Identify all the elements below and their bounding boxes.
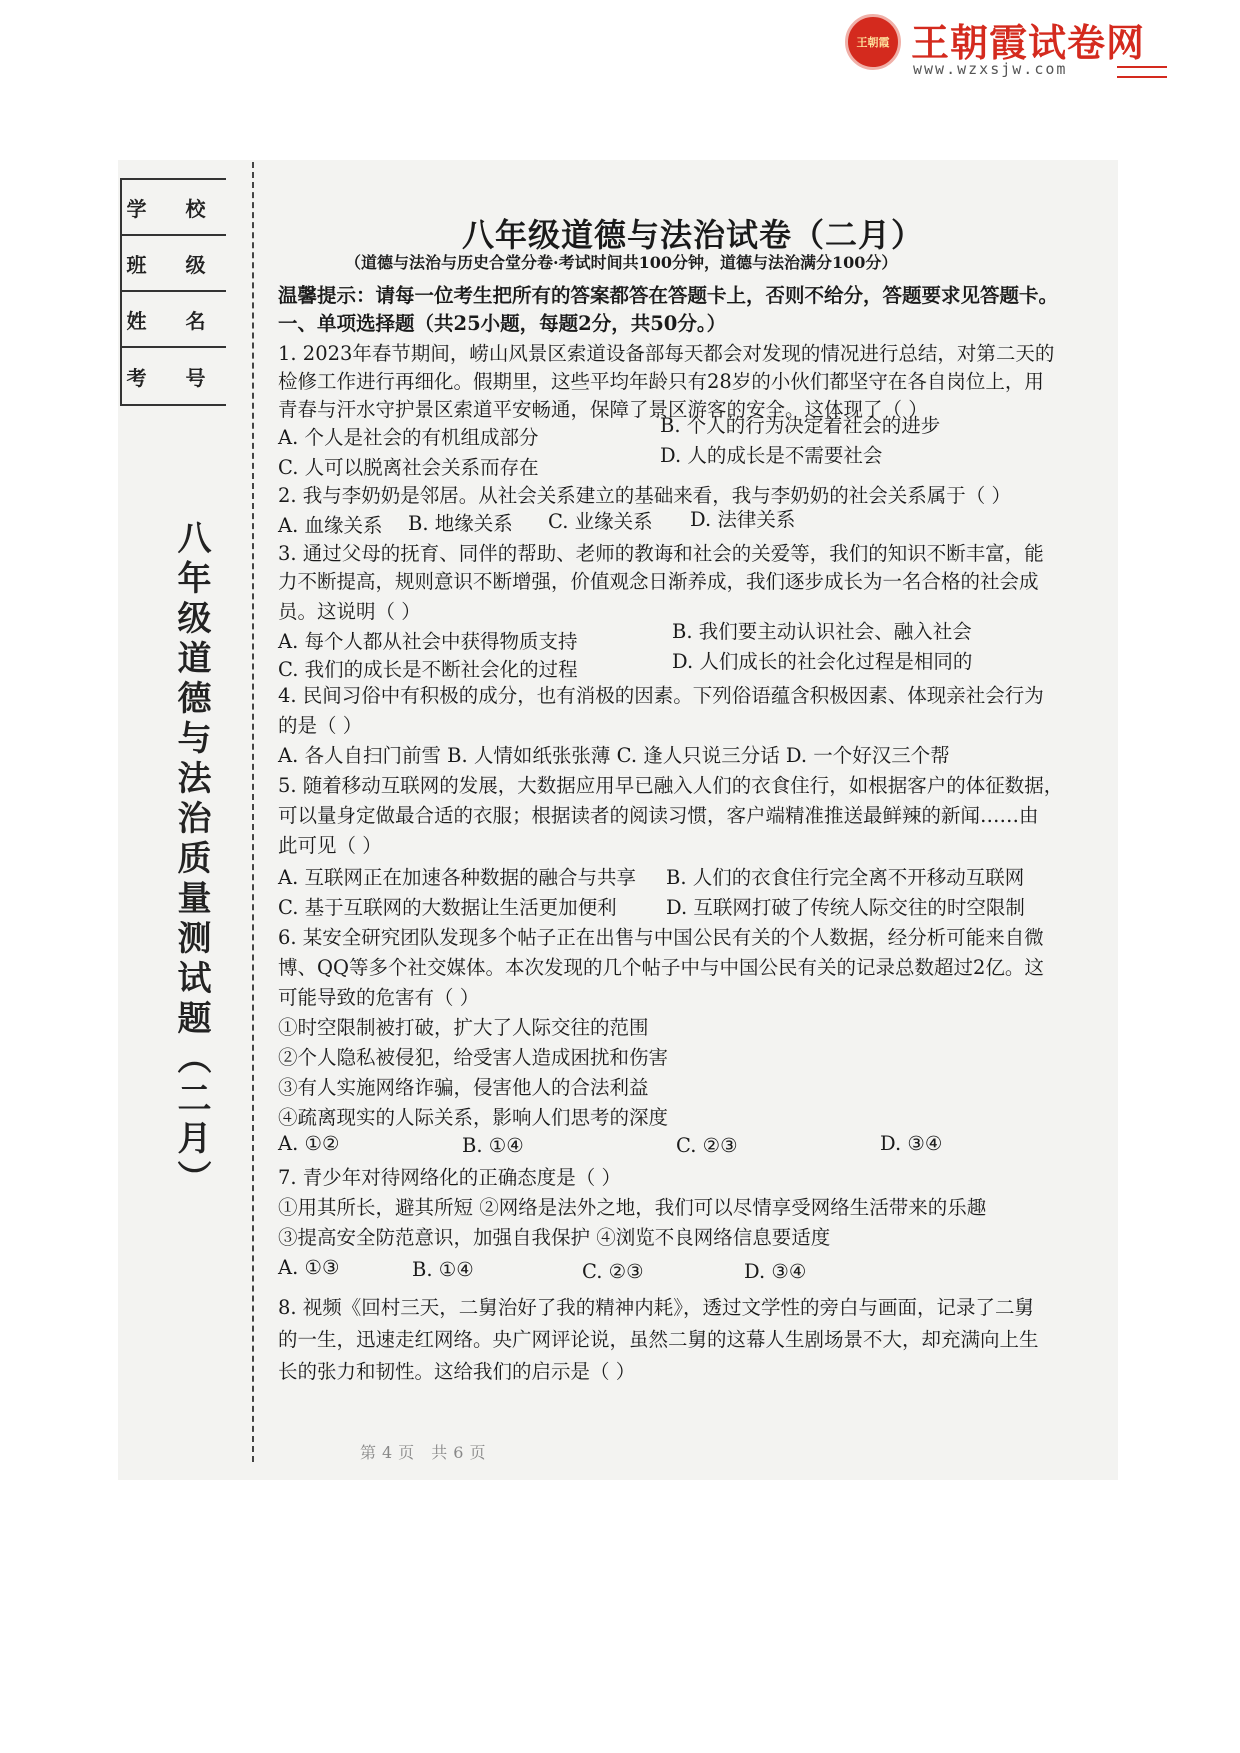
question-3-option-d: D. 人们成长的社会化过程是相同的 (672, 650, 973, 673)
question-4-line: 的是（ ） (278, 714, 363, 737)
question-6-line: 可能导致的危害有（ ） (278, 986, 480, 1009)
question-6-option-b: B. ①④ (462, 1134, 524, 1157)
info-field-school: 学 校 (122, 180, 226, 236)
question-1-option-a: A. 个人是社会的有机组成部分 (278, 426, 539, 449)
question-4-line: 4. 民间习俗中有积极的成分，也有消极的因素。下列俗语蕴含积极因素、体现亲社会行为 (278, 684, 1044, 707)
student-info-table (120, 178, 226, 406)
question-3-line: 力不断提高，规则意识不断增强，价值观念日渐养成，我们逐步成长为一名合格的社会成 (278, 570, 1039, 593)
question-2-option-a: A. 血缘关系 (278, 514, 383, 537)
exam-notice: 温馨提示：请每一位考生把所有的答案都答在答题卡上，否则不给分，答题要求见答题卡。 (278, 284, 1059, 307)
info-field-name: 姓 名 (122, 292, 226, 348)
question-2-option-b: B. 地缘关系 (408, 512, 513, 535)
question-5-option-d: D. 互联网打破了传统人际交往的时空限制 (666, 896, 1025, 919)
question-6-option-c: C. ②③ (676, 1134, 738, 1157)
question-3-line: 3. 通过父母的抚育、同伴的帮助、老师的教诲和社会的关爱等，我们的知识不断丰富，能 (278, 542, 1044, 565)
logo-brand-text: 王朝霞试卷网 (911, 21, 1146, 65)
info-field-exam-number: 考 号 (126, 365, 222, 390)
question-7-option-a: A. ①③ (278, 1256, 340, 1279)
question-3-line: 员。这说明（ ） (278, 600, 421, 623)
question-7-statement: ①用其所长，避其所短 ②网络是法外之地，我们可以尽情享受网络生活带来的乐趣 (278, 1196, 987, 1219)
question-7-option-c: C. ②③ (582, 1260, 644, 1283)
question-7-line: 7. 青少年对待网络化的正确态度是（ ） (278, 1166, 622, 1189)
question-1-line: 青春与汗水守护景区索道平安畅通，保障了景区游客的安全。这体现了（ ） (278, 398, 928, 421)
question-7-option-b: B. ①④ (412, 1258, 474, 1281)
binding-cut-line (252, 162, 254, 1462)
question-2-option-d: D. 法律关系 (690, 508, 796, 531)
question-3-option-a: A. 每个人都从社会中获得物质支持 (278, 630, 578, 653)
question-4-options: A. 各人自扫门前雪 B. 人情如纸张张薄 C. 逢人只说三分话 D. 一个好汉三个帮 (278, 744, 950, 767)
info-field-class: 班 级 (122, 236, 226, 292)
question-3-option-c: C. 我们的成长是不断社会化的过程 (278, 658, 578, 681)
question-2-line: 2. 我与李奶奶是邻居。从社会关系建立的基础来看，我与李奶奶的社会关系属于（ ） (278, 484, 1012, 507)
question-6-line: 博、QQ等多个社交媒体。本次发现的几个帖子中与中国公民有关的记录总数超过2亿。这 (278, 956, 1044, 979)
question-8-line: 的一生，迅速走红网络。央广网评论说，虽然二舅的这幕人生剧场景不大，却充满向上生 (278, 1328, 1039, 1351)
question-7-option-d: D. ③④ (744, 1260, 807, 1283)
question-1-option-b: B. 个人的行为决定着社会的进步 (660, 414, 941, 437)
question-7-statement: ③提高安全防范意识，加强自我保护 ④浏览不良网络信息要适度 (278, 1226, 831, 1249)
question-1-line: 1. 2023年春节期间，崂山风景区索道设备部每天都会对发现的情况进行总结，对第二天的 (278, 342, 1055, 365)
question-5-line: 5. 随着移动互联网的发展，大数据应用早已融入人们的衣食住行，如根据客户的体征数据， (278, 774, 1064, 797)
site-logo (845, 12, 1175, 82)
question-6-statement: ②个人隐私被侵犯，给受害人造成困扰和伤害 (278, 1046, 669, 1069)
question-1-line: 检修工作进行再细化。假期里，这些平均年龄只有28岁的小伙们都坚守在各自岗位上，用 (278, 370, 1044, 393)
exam-title: 八年级道德与法治试卷（二月） (462, 216, 925, 254)
logo-seal-icon: 王朝霞 (845, 14, 901, 70)
vertical-exam-title: 八年级道德与法治质量测试题（二月） (171, 520, 211, 1200)
logo-decoration (1117, 66, 1167, 78)
question-6-option-d: D. ③④ (880, 1132, 943, 1155)
logo-url-text: www.wzxsjw.com (913, 60, 1068, 78)
exam-subtitle: （道德与法治与历史合堂分卷·考试时间共100分钟，道德与法治满分100分） (345, 253, 898, 272)
question-1-option-d: D. 人的成长是不需要社会 (660, 444, 883, 467)
question-6-statement: ③有人实施网络诈骗，侵害他人的合法利益 (278, 1076, 649, 1099)
question-6-line: 6. 某安全研究团队发现多个帖子正在出售与中国公民有关的个人数据，经分析可能来自微 (278, 926, 1044, 949)
question-1-option-c: C. 人可以脱离社会关系而存在 (278, 456, 539, 479)
question-5-line: 可以量身定做最合适的衣服；根据读者的阅读习惯，客户端精准推送最鲜辣的新闻……由 (278, 804, 1039, 827)
page-footer: 第4页 共6页 (360, 1443, 492, 1462)
question-6-option-a: A. ①② (278, 1132, 340, 1155)
question-8-line: 长的张力和韧性。这给我们的启示是（ ） (278, 1360, 636, 1383)
question-3-option-b: B. 我们要主动认识社会、融入社会 (672, 620, 972, 643)
question-6-statement: ④疏离现实的人际关系，影响人们思考的深度 (278, 1106, 669, 1129)
question-6-statement: ①时空限制被打破，扩大了人际交往的范围 (278, 1016, 649, 1039)
question-5-option-a: A. 互联网正在加速各种数据的融合与共享 (278, 866, 636, 889)
section-heading: 一、单项选择题（共25小题，每题2分，共50分。） (278, 312, 727, 335)
question-5-option-c: C. 基于互联网的大数据让生活更加便利 (278, 896, 617, 919)
question-5-line: 此可见（ ） (278, 834, 382, 857)
question-2-option-c: C. 业缘关系 (548, 510, 653, 533)
question-5-option-b: B. 人们的衣食住行完全离不开移动互联网 (666, 866, 1025, 889)
question-8-line: 8. 视频《回村三天，二舅治好了我的精神内耗》，透过文学性的旁白与画面，记录了二舅 (278, 1296, 1035, 1319)
